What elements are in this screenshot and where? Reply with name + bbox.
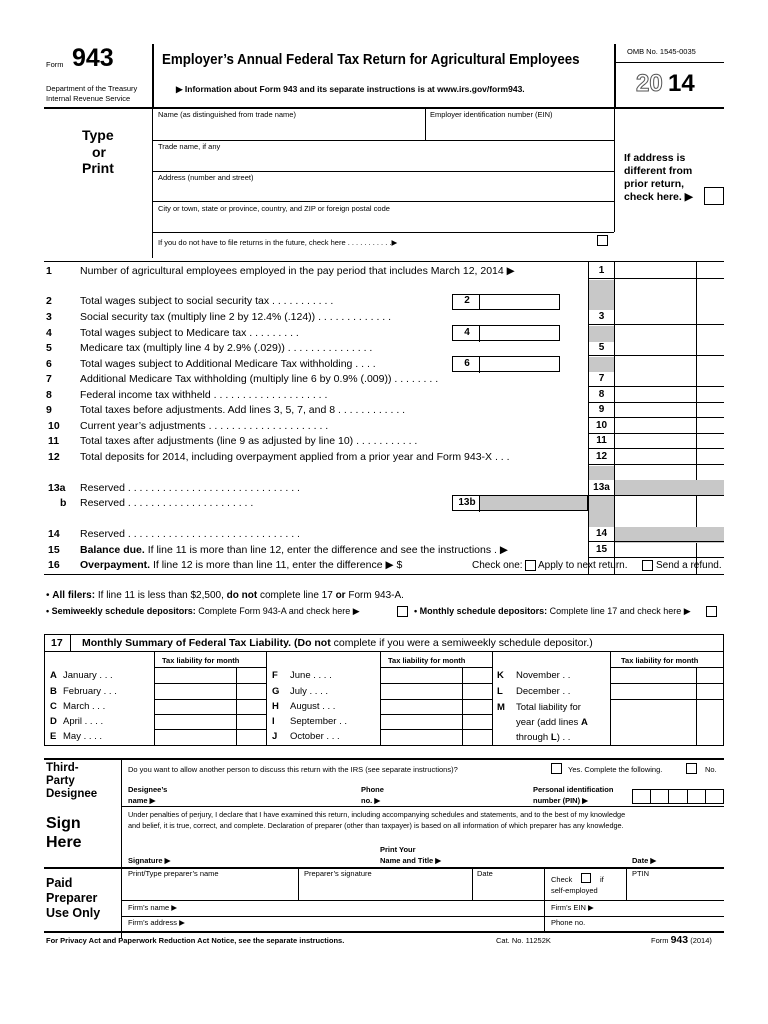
month-liability-field[interactable]	[381, 714, 491, 728]
line-3-amount-field[interactable]	[615, 310, 724, 325]
line-box-label: 5	[598, 342, 605, 353]
send-refund-label: Send a refund.	[656, 560, 722, 571]
preparer-name-label: Print/Type preparer’s name	[128, 869, 219, 878]
month-key: K	[497, 670, 504, 681]
preparer-sig-label: Preparer’s signature	[304, 869, 372, 878]
line-number: 4	[46, 327, 52, 339]
line-box-label: 10	[595, 420, 608, 431]
line-box-label: 12	[595, 451, 608, 462]
line-box-label: 1	[598, 265, 605, 276]
month-label: May . . . .	[63, 731, 103, 742]
line-text: Reserved . . . . . . . . . . . . . . . . . . . . . .	[80, 497, 254, 509]
line-10-amount-field[interactable]	[615, 419, 724, 434]
line-box-label: 4	[464, 327, 470, 338]
line-box-label: 14	[595, 528, 608, 539]
line-number: 14	[48, 528, 60, 540]
preparer-date-label: Date	[477, 869, 493, 878]
line-number: 5	[46, 342, 52, 354]
total-liability-1: Total liability for	[516, 702, 581, 713]
month-key: J	[272, 731, 278, 742]
form-info: ▶ Information about Form 943 and its separate instructions is at www.irs.gov/form943.	[176, 84, 525, 94]
line-5-amount-field[interactable]	[615, 341, 724, 356]
perjury-1: Under penalties of perjury, I declare that I have examined this return, including accompanying schedules and statements, and to the best of my knowledge	[128, 810, 626, 819]
month-key: H	[272, 701, 279, 712]
firm-name-label: Firm’s name ▶	[128, 903, 177, 912]
check-one-label: Check one:	[472, 560, 523, 571]
print-name-2: Name and Title ▶	[380, 856, 442, 865]
cat-number: Cat. No. 11252K	[496, 936, 551, 945]
designee-pin-boxes[interactable]	[632, 789, 724, 804]
month-liability-field[interactable]	[381, 729, 491, 743]
line-text: Overpayment. If line 12 is more than line 11, enter the difference ▶ $	[80, 559, 403, 571]
total-liability-3: through L) . .	[516, 732, 571, 743]
month-label: April . . . .	[63, 716, 104, 727]
line-box-label: 11	[596, 435, 607, 446]
month-label: June . . . .	[290, 670, 332, 681]
print-label: Print	[82, 160, 114, 176]
month-label: February . . .	[63, 686, 117, 697]
line-number: 1	[46, 265, 52, 277]
month-liability-field[interactable]	[155, 699, 265, 713]
month-liability-field[interactable]	[155, 729, 265, 743]
name-label: Name (as distinguished from trade name)	[158, 110, 296, 119]
third-party-1: Third-	[46, 762, 79, 774]
phone-no-label: Phone no.	[551, 918, 586, 927]
third-party-3: Designee	[46, 788, 98, 800]
line-number: 16	[48, 559, 60, 571]
line-text: Total deposits for 2014, including overpayment applied from a prior year and Form 943-X . . .	[80, 451, 510, 463]
line-box-label: 15	[595, 544, 608, 555]
line-box-label: 6	[464, 358, 470, 369]
month-liability-field[interactable]	[611, 668, 721, 682]
overpayment-amount-field[interactable]	[410, 559, 465, 573]
perjury-2: and belief, it is true, correct, and complete. Declaration of preparer (other than taxpayer) is based on all information of which preparer has any knowledge.	[128, 821, 624, 830]
third-party-yes-checkbox[interactable]	[551, 763, 562, 774]
designee-phone-2: no. ▶	[361, 796, 381, 805]
month-key: G	[272, 686, 280, 697]
line-number: 7	[46, 373, 52, 385]
designee-pin-2: number (PIN) ▶	[533, 796, 588, 805]
line-text: Reserved . . . . . . . . . . . . . . . . . . . . . . . . . . . . . .	[80, 482, 300, 494]
third-party-no-checkbox[interactable]	[686, 763, 697, 774]
signature-label: Signature ▶	[128, 856, 171, 865]
line-box-label: 2	[464, 295, 470, 306]
ptin-label: PTIN	[632, 869, 650, 878]
line-box-label: 8	[598, 389, 605, 400]
line-text: Total wages subject to social security tax . . . . . . . . . . .	[80, 295, 334, 307]
line17-title: Monthly Summary of Federal Tax Liability. (Do not complete if you were a semiweekly schedule depositor.)	[82, 637, 593, 649]
type-label: Type	[82, 127, 114, 143]
line-box-label: 7	[598, 373, 605, 384]
line-text: Medicare tax (multiply line 4 by 2.9% (.029)) . . . . . . . . . . . . . . .	[80, 342, 373, 354]
month-key: C	[50, 701, 57, 712]
form-title: Employer’s Annual Federal Tax Return for Agricultural Employees	[162, 52, 580, 68]
dept-treasury: Department of the Treasury	[46, 84, 138, 93]
self-employed-checkbox[interactable]	[581, 873, 591, 883]
address-change-checkbox[interactable]	[704, 187, 724, 205]
month-label: January . . .	[63, 670, 113, 681]
col-head-2: Tax liability for month	[388, 656, 466, 665]
apply-next-return-checkbox[interactable]	[525, 560, 536, 571]
privacy-notice: For Privacy Act and Paperwork Reduction Act Notice, see the separate instructions.	[46, 936, 345, 945]
line-box-label: 13b	[458, 497, 476, 508]
firm-ein-label: Firm’s EIN ▶	[551, 903, 594, 912]
line-number: 11	[48, 435, 60, 447]
semiweekly-note: • Semiweekly schedule depositors: Complete Form 943-A and check here ▶	[46, 606, 360, 616]
third-party-question: Do you want to allow another person to discuss this return with the IRS (see separate instructions)?	[128, 765, 458, 774]
city-label: City or town, state or province, country, and ZIP or foreign postal code	[158, 204, 390, 213]
ein-label: Employer identification number (EIN)	[430, 110, 553, 119]
future-returns-label: If you do not have to file returns in the future, check here . . . . . . . . . . .▶	[158, 238, 398, 247]
line-8-amount-field[interactable]	[615, 388, 724, 403]
addr-change-3: prior return,	[624, 178, 685, 190]
month-liability-field[interactable]	[381, 699, 491, 713]
line-text: Total taxes before adjustments. Add lines 3, 5, 7, and 8 . . . . . . . . . . . .	[80, 404, 406, 416]
designee-pin-1: Personal identification	[533, 785, 614, 794]
line-14-amount-field[interactable]	[615, 527, 724, 542]
line-number: 2	[46, 295, 52, 307]
line-number: 15	[48, 544, 60, 556]
apply-next-return-label: Apply to next return.	[538, 560, 628, 571]
line-box-label: 3	[598, 311, 605, 322]
address-label: Address (number and street)	[158, 173, 254, 182]
line-text: Total taxes after adjustments (line 9 as adjusted by line 10) . . . . . . . . . . .	[80, 435, 418, 447]
sign-label: Sign	[46, 815, 81, 832]
col-head-3: Tax liability for month	[621, 656, 699, 665]
month-label: October . . .	[290, 731, 340, 742]
send-refund-checkbox[interactable]	[642, 560, 653, 571]
line-text: Current year’s adjustments . . . . . . . . . . . . . . . . . . . . .	[80, 420, 329, 432]
print-name-1: Print Your	[380, 845, 416, 854]
line-4-amount-field[interactable]	[480, 326, 560, 341]
line-13a-amount-field[interactable]	[615, 481, 724, 496]
line-text: Total wages subject to Additional Medicare Tax withholding . . . .	[80, 358, 376, 370]
line-text: Number of agricultural employees employed in the pay period that includes March 12, 2014 ▶	[80, 265, 515, 277]
line-1-amount-field[interactable]	[615, 264, 724, 279]
addr-change-4: check here. ▶	[624, 191, 693, 203]
third-party-yes-label: Yes. Complete the following.	[568, 765, 663, 774]
form-number: 943	[72, 44, 114, 72]
month-key: L	[497, 686, 503, 697]
all-filers-note: • All filers: If line 11 is less than $2,500, do not complete line 17 or Form 943-A.	[46, 590, 404, 601]
month-label: December . .	[516, 686, 571, 697]
month-label: November . .	[516, 670, 571, 681]
line-number: 12	[48, 451, 60, 463]
month-liability-field[interactable]	[155, 668, 265, 682]
col-head-1: Tax liability for month	[162, 656, 240, 665]
year-bold: 14	[668, 70, 695, 97]
check-self-label: Check	[551, 875, 573, 884]
use-only-label: Use Only	[46, 906, 101, 920]
line-text: Social security tax (multiply line 2 by 12.4% (.124)) . . . . . . . . . . . . .	[80, 311, 392, 323]
month-key: F	[272, 670, 278, 681]
month-liability-field[interactable]	[381, 684, 491, 698]
firm-address-label: Firm’s address ▶	[128, 918, 185, 927]
month-total-key: M	[497, 702, 505, 713]
line-2-amount-field[interactable]	[480, 294, 560, 309]
month-liability-field[interactable]	[155, 714, 265, 728]
month-key: A	[50, 670, 57, 681]
if-label: if	[600, 875, 604, 884]
line-12-amount-field[interactable]	[615, 450, 724, 465]
line-text: Balance due. If line 11 is more than line 12, enter the difference and see the instructions . ▶	[80, 544, 508, 556]
line-6-amount-field[interactable]	[480, 357, 560, 372]
month-label: August . . .	[290, 701, 336, 712]
line-text: Federal income tax withheld . . . . . . . . . . . . . . . . . . . .	[80, 389, 328, 401]
footer-form: Form 943 (2014)	[651, 934, 712, 946]
line-15-amount-field[interactable]	[615, 543, 724, 558]
month-label: July . . . .	[290, 686, 329, 697]
paid-label: Paid	[46, 876, 73, 890]
line-text: Additional Medicare Tax withholding (multiply line 6 by 0.9% (.009)) . . . . . . . .	[80, 373, 439, 385]
sign-date-label: Date ▶	[632, 856, 657, 865]
third-party-no-label: No.	[705, 765, 717, 774]
dept-irs: Internal Revenue Service	[46, 94, 131, 103]
trade-name-label: Trade name, if any	[158, 142, 221, 151]
form-label: Form	[46, 60, 64, 69]
monthly-checkbox[interactable]	[706, 606, 717, 617]
line-box-label: 13a	[593, 482, 610, 493]
addr-change-1: If address is	[624, 152, 686, 164]
addr-change-2: different from	[624, 165, 693, 177]
third-party-2: Party	[46, 775, 75, 787]
year-outline: 20	[636, 70, 663, 97]
designee-phone-1: Phone	[361, 785, 384, 794]
month-key: D	[50, 716, 57, 727]
line-number: 6	[46, 358, 52, 370]
here-label: Here	[46, 834, 82, 851]
line-text: Total wages subject to Medicare tax . . . . . . . . .	[80, 327, 299, 339]
total-liability-2: year (add lines A	[516, 717, 588, 728]
omb-number: OMB No. 1545-0035	[627, 47, 696, 56]
line-11-amount-field[interactable]	[615, 434, 724, 449]
line-9-amount-field[interactable]	[615, 403, 724, 418]
preparer-label: Preparer	[46, 891, 98, 905]
month-key: I	[272, 716, 275, 727]
line-number: b	[60, 497, 67, 509]
month-liability-field[interactable]	[155, 684, 265, 698]
month-key: E	[50, 731, 57, 742]
semiweekly-checkbox[interactable]	[397, 606, 408, 617]
line-text: Reserved . . . . . . . . . . . . . . . . . . . . . . . . . . . . . .	[80, 528, 300, 540]
month-label: September . .	[290, 716, 348, 727]
line17-number: 17	[51, 637, 63, 649]
monthly-note: • Monthly schedule depositors: Complete line 17 and check here ▶	[414, 606, 691, 616]
line-number: 9	[46, 404, 52, 416]
designee-name-1: Designee’s	[128, 785, 168, 794]
line-number: 8	[46, 389, 52, 401]
future-returns-checkbox[interactable]	[597, 235, 608, 246]
line-number: 10	[48, 420, 60, 432]
month-liability-field[interactable]	[611, 684, 721, 698]
line-13b-amount-field[interactable]	[480, 496, 560, 511]
or-label: or	[92, 144, 106, 160]
month-liability-field[interactable]	[381, 668, 491, 682]
line-box-label: 9	[598, 404, 605, 415]
line-7-amount-field[interactable]	[615, 372, 724, 387]
line-number: 13a	[48, 482, 66, 494]
month-label: March . . .	[63, 701, 106, 712]
self-employed-label: self-employed	[551, 886, 598, 895]
designee-name-2: name ▶	[128, 796, 156, 805]
line-number: 3	[46, 311, 52, 323]
month-key: B	[50, 686, 57, 697]
